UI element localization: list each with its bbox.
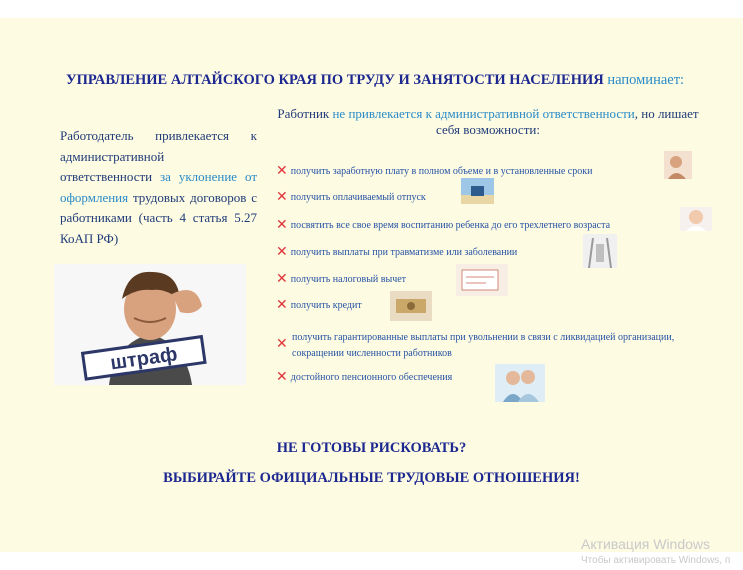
cross-icon: ✕ bbox=[276, 271, 288, 287]
vacation-photo bbox=[461, 178, 494, 204]
item-text: достойного пенсионного обеспечения bbox=[290, 372, 453, 383]
cta-line1: НЕ ГОТОВЫ РИСКОВАТЬ? bbox=[276, 440, 467, 456]
cross-icon: ✕ bbox=[276, 217, 288, 233]
list-item bbox=[276, 244, 517, 260]
worker-tail: , но лишает себя возможности: bbox=[436, 106, 699, 137]
injury-photo bbox=[583, 234, 617, 268]
pension-photo bbox=[495, 364, 545, 402]
poster bbox=[0, 18, 743, 552]
item-text: посвятить все свое время воспитанию ребенка до его трехлетнего возраста bbox=[290, 220, 611, 231]
list-item bbox=[276, 217, 610, 233]
employer-part2: трудовых договоров с работниками (часть 4 статья 5.27 КоАП РФ) bbox=[60, 189, 257, 246]
activation-watermark-title: Активация Windows bbox=[581, 536, 711, 552]
baby-photo bbox=[680, 207, 712, 231]
item-text: получить гарантированные выплаты при увольнении в связи с ликвидацией организации, сокращении численности работников bbox=[292, 332, 675, 359]
worker-intro bbox=[272, 106, 704, 138]
worried-man-image bbox=[54, 264, 246, 385]
tax-photo bbox=[456, 264, 508, 296]
item-text: получить заработную плату в полном объеме и в установленные сроки bbox=[290, 166, 593, 177]
salary-photo bbox=[664, 151, 692, 179]
list-item bbox=[276, 369, 452, 385]
cross-icon: ✕ bbox=[276, 163, 288, 179]
cross-icon: ✕ bbox=[276, 369, 288, 385]
penalty-illustration bbox=[54, 264, 246, 385]
cross-icon: ✕ bbox=[276, 189, 288, 205]
cross-icon: ✕ bbox=[276, 336, 288, 352]
list-item bbox=[276, 189, 426, 205]
employer-highlight: за уклонение от оформления bbox=[60, 169, 257, 205]
item-text: получить оплачиваемый отпуск bbox=[290, 192, 426, 203]
headline-org: УПРАВЛЕНИЕ АЛТАЙСКОГО КРАЯ ПО ТРУДУ И ЗАНЯТОСТИ НАСЕЛЕНИЯ bbox=[66, 72, 604, 88]
item-text: получить выплаты при травматизме или заболевании bbox=[290, 247, 518, 258]
worker-highlight: не привлекается к административной ответственности bbox=[332, 106, 635, 121]
cta-line2: ВЫБИРАЙТЕ ОФИЦИАЛЬНЫЕ ТРУДОВЫЕ ОТНОШЕНИЯ! bbox=[163, 470, 580, 486]
list-item bbox=[276, 163, 592, 179]
employer-text bbox=[60, 126, 257, 249]
credit-photo bbox=[390, 291, 432, 321]
penalty-caption: штраф bbox=[109, 343, 179, 375]
cross-icon: ✕ bbox=[276, 297, 288, 313]
item-text: получить кредит bbox=[290, 300, 362, 311]
employer-part1: Работодатель привлекается к административной ответственности bbox=[60, 128, 257, 184]
item-text: получить налоговый вычет bbox=[290, 274, 407, 285]
list-item bbox=[276, 271, 406, 287]
worker-lead: Работник bbox=[277, 106, 330, 121]
cross-icon: ✕ bbox=[276, 244, 288, 260]
headline-reminds: напоминает: bbox=[607, 72, 685, 88]
activation-watermark-subtitle: Чтобы активировать Windows, п bbox=[581, 555, 731, 566]
list-item bbox=[276, 330, 676, 362]
headline bbox=[66, 72, 743, 89]
list-item bbox=[276, 297, 362, 313]
